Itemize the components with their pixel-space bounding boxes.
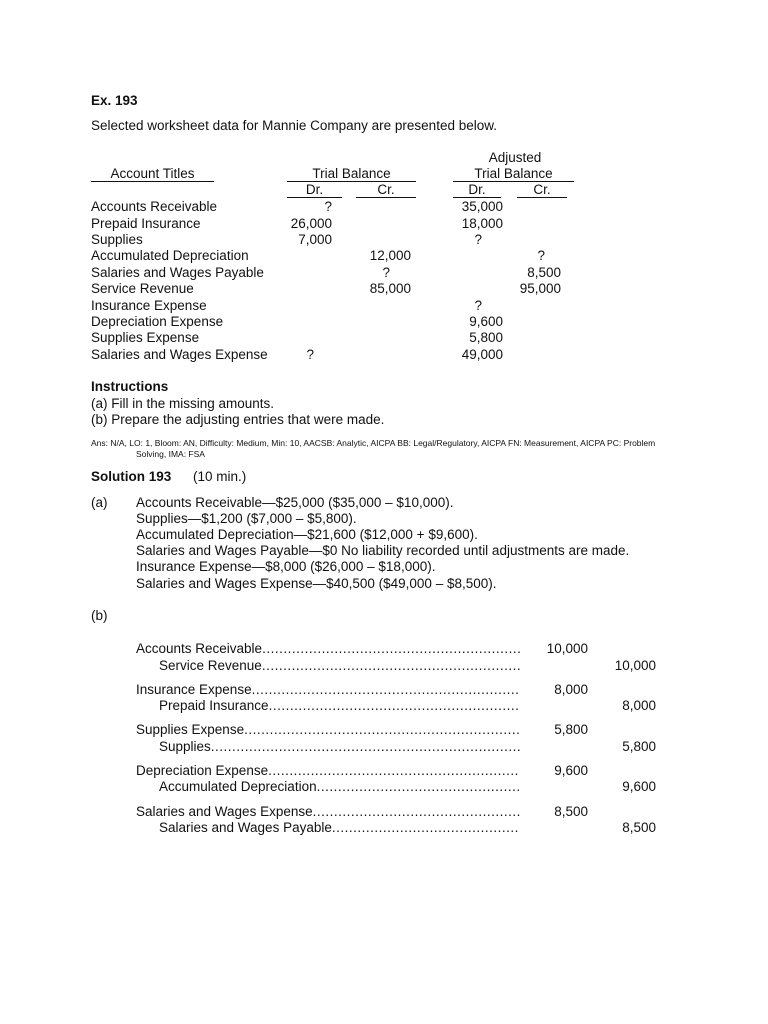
instructions-heading: Instructions: [91, 379, 169, 394]
debit-amount: 8,000: [554, 682, 588, 697]
part-a-line: Insurance Expense—$8,000 ($26,000 – $18,000).: [136, 559, 436, 574]
credit-amount: 8,500: [622, 820, 656, 835]
exercise-title: Ex. 193: [91, 93, 138, 108]
tb-cr-value: ?: [382, 265, 390, 280]
tb-cr-value: 12,000: [369, 248, 411, 263]
credit-amount: 8,000: [622, 698, 656, 713]
journal-debit-line: [136, 682, 520, 698]
solution-title: Solution 193: [91, 469, 172, 484]
atb-dr-value: 5,800: [469, 330, 503, 345]
tb-cr-value: 85,000: [369, 281, 411, 296]
credit-account: Salaries and Wages Payable: [159, 820, 332, 835]
journal-debit-line: [136, 763, 520, 779]
account-name: Prepaid Insurance: [91, 216, 201, 231]
debit-amount: 10,000: [546, 641, 588, 656]
account-name: Salaries and Wages Expense: [91, 347, 268, 362]
credit-account: Accumulated Depreciation: [159, 779, 317, 794]
journal-credit-line: [159, 820, 520, 836]
credit-amount: 10,000: [614, 658, 656, 673]
account-name: Accumulated Depreciation: [91, 248, 249, 263]
adjusted-trial-balance-header: Trial Balance: [474, 166, 553, 181]
tb-dr-value: ?: [306, 347, 314, 362]
part-a-line: Salaries and Wages Expense—$40,500 ($49,000 – $8,500).: [136, 576, 497, 591]
journal-debit-line: [136, 641, 520, 657]
atb-cr-header: Cr.: [533, 182, 551, 197]
account-titles-header: Account Titles: [110, 166, 195, 181]
debit-amount: 8,500: [554, 804, 588, 819]
journal-debit-line: [136, 722, 520, 738]
credit-account: Supplies: [159, 739, 211, 754]
part-a-line: Supplies—$1,200 ($7,000 – $5,800).: [136, 511, 357, 526]
tb-dr-header: Dr.: [305, 182, 324, 197]
instruction-a: (a) Fill in the missing amounts.: [91, 396, 275, 411]
atb-cr-underline: [517, 197, 567, 198]
debit-amount: 5,800: [554, 722, 588, 737]
credit-amount: 5,800: [622, 739, 656, 754]
solution-time: (10 min.): [193, 469, 247, 484]
journal-credit-line: [159, 779, 520, 795]
instruction-b: (b) Prepare the adjusting entries that were made.: [91, 412, 385, 427]
atb-dr-value: 49,000: [461, 347, 503, 362]
debit-account: Insurance Expense: [136, 682, 252, 697]
trial-balance-header: Trial Balance: [312, 166, 391, 181]
part-a-label: (a): [91, 495, 108, 510]
exercise-intro: Selected worksheet data for Mannie Company are presented below.: [91, 118, 497, 133]
journal-credit-line: [159, 698, 520, 714]
debit-amount: 9,600: [554, 763, 588, 778]
answer-metadata-line1: Ans: N/A, LO: 1, Bloom: AN, Difficulty: Medium, Min: 10, AACSB: Analytic, AICPA BB: Legal/Regulatory, AICPA FN: Measurement, AICPA PC: Problem: [91, 438, 656, 448]
debit-account: Salaries and Wages Expense: [136, 804, 313, 819]
journal-credit-line: [159, 739, 520, 755]
atb-dr-value: ?: [474, 232, 482, 247]
credit-account: Service Revenue: [159, 658, 262, 673]
credit-amount: 9,600: [622, 779, 656, 794]
account-name: Service Revenue: [91, 281, 194, 296]
account-name: Insurance Expense: [91, 298, 207, 313]
atb-dr-header: Dr.: [468, 182, 486, 197]
account-name: Supplies: [91, 232, 143, 247]
account-name: Accounts Receivable: [91, 199, 218, 214]
tb-dr-underline: [287, 197, 342, 198]
debit-account: Accounts Receivable: [136, 641, 263, 656]
part-a-line: Accumulated Depreciation—$21,600 ($12,000 + $9,600).: [136, 527, 478, 542]
atb-cr-value: ?: [537, 248, 545, 263]
account-name: Salaries and Wages Payable: [91, 265, 264, 280]
atb-dr-value: 18,000: [461, 216, 503, 231]
atb-dr-value: ?: [474, 298, 482, 313]
debit-account: Supplies Expense: [136, 722, 245, 737]
tb-cr-header: Cr.: [377, 182, 395, 197]
account-name: Depreciation Expense: [91, 314, 224, 329]
atb-dr-value: 9,600: [469, 314, 503, 329]
part-a-line: Salaries and Wages Payable—$0 No liability recorded until adjustments are made.: [136, 543, 630, 558]
atb-cr-value: 95,000: [519, 281, 561, 296]
answer-metadata-line2: Solving, IMA: FSA: [136, 449, 205, 459]
part-a-line: Accounts Receivable—$25,000 ($35,000 – $10,000).: [136, 495, 454, 510]
atb-dr-underline: [453, 197, 501, 198]
atb-cr-value: 8,500: [527, 265, 561, 280]
tb-cr-underline: [356, 197, 416, 198]
tb-dr-value: 7,000: [298, 232, 332, 247]
adjusted-header: Adjusted: [488, 150, 542, 165]
tb-dr-value: 26,000: [290, 216, 332, 231]
journal-debit-line: [136, 804, 520, 820]
journal-credit-line: [159, 658, 520, 674]
account-titles-underline: [91, 181, 214, 182]
part-b-label: (b): [91, 608, 108, 623]
debit-account: Depreciation Expense: [136, 763, 269, 778]
credit-account: Prepaid Insurance: [159, 698, 269, 713]
account-name: Supplies Expense: [91, 330, 200, 345]
atb-dr-value: 35,000: [461, 199, 503, 214]
tb-dr-value: ?: [324, 199, 332, 214]
